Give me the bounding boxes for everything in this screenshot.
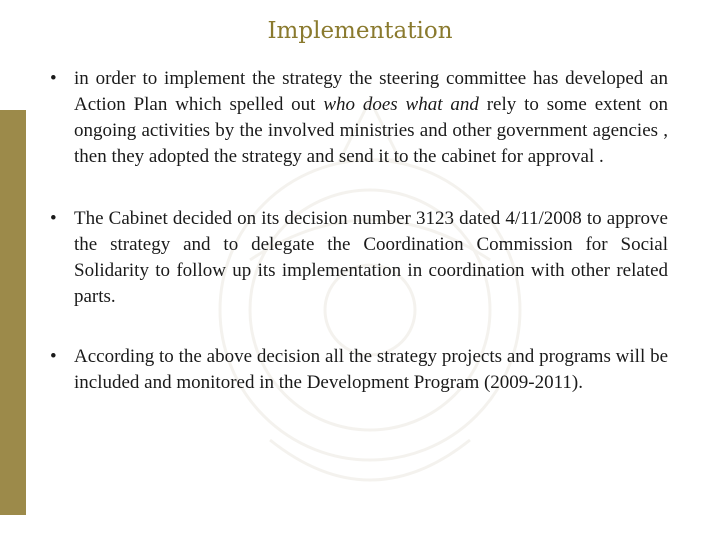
- list-item: [48, 206, 668, 310]
- list-item: [48, 66, 668, 170]
- list-item: [48, 344, 668, 396]
- bullet-text-start: in order to implement the strategy the steering committee has developed an Action Plan which spelled out: [74, 68, 668, 115]
- bullet-icon: •: [50, 68, 57, 89]
- bullet-list: [48, 66, 668, 432]
- bullet-icon: •: [50, 346, 57, 367]
- bullet-text: The Cabinet decided on its decision number 3123 dated 4/11/2008 to approve the strategy and to delegate the Coordination Commission for Social Solidarity to follow up its implementation in coordination with other related parts.: [74, 208, 668, 307]
- accent-bar: [0, 110, 26, 515]
- bullet-text: According to the above decision all the strategy projects and programs will be included and monitored in the Development Program (2009-2011).: [74, 346, 668, 393]
- bullet-icon: •: [50, 208, 57, 229]
- bullet-text-italic: who does what and: [323, 94, 479, 115]
- page-title: Implementation: [267, 18, 453, 44]
- bullet-text-end: rely to some extent on ongoing activities by the involved ministries and other government agencies , then they adopted the strategy and send it to the cabinet for approval .: [74, 94, 668, 167]
